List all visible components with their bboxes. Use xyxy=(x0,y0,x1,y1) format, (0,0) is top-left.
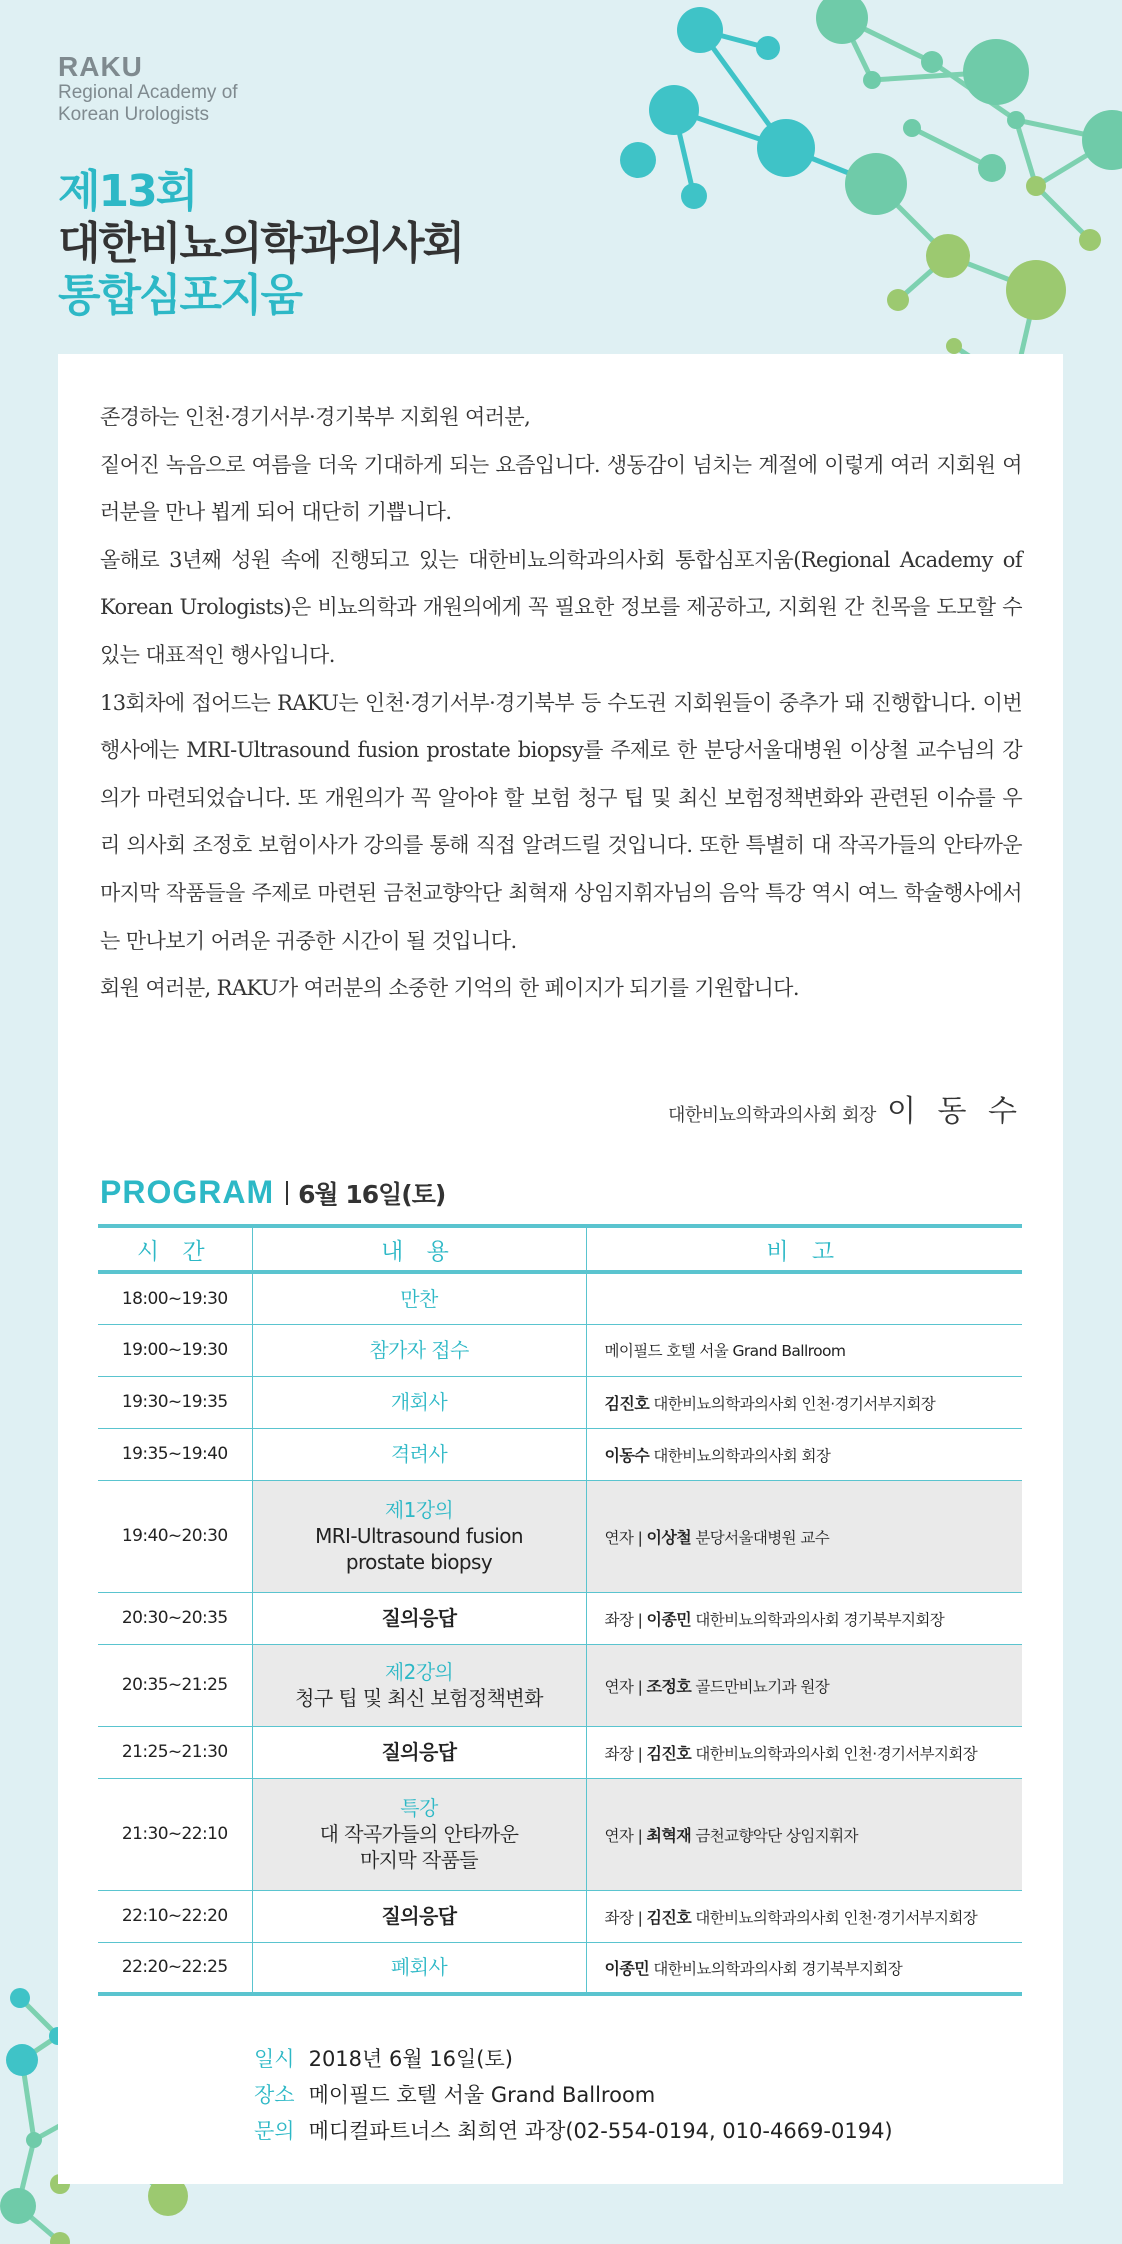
row-content-detail: 질의응답 xyxy=(381,1904,457,1928)
program-date: 6월 16일(토) xyxy=(298,1180,446,1209)
note-detail: 메이필드 호텔 서울 Grand Ballroom xyxy=(604,1342,846,1360)
table-row xyxy=(98,1942,1022,1994)
signature-organization: 대한비뇨의학과의사회 회장 xyxy=(668,1105,876,1126)
row-note xyxy=(586,1428,1022,1480)
table-row xyxy=(98,1480,1022,1592)
row-time: 19:40~20:30 xyxy=(98,1480,252,1592)
row-content xyxy=(252,1726,586,1778)
header-time: 시 간 xyxy=(98,1226,252,1272)
info-contact-label: 문의 xyxy=(254,2119,295,2143)
note-detail: 대한비뇨의학과의사회 인천·경기서부지회장 xyxy=(649,1394,936,1413)
letter-signature xyxy=(668,1086,1023,1130)
brand-full-name-line1: Regional Academy of xyxy=(58,82,238,103)
page-title xyxy=(58,166,463,322)
note-detail: 대한비뇨의학과의사회 인천·경기서부지회장 xyxy=(691,1908,978,1927)
info-place-value: 메이필드 호텔 서울 Grand Ballroom xyxy=(308,2083,656,2107)
note-role: 좌장 | xyxy=(604,1908,647,1927)
table-row xyxy=(98,1778,1022,1890)
row-time: 22:10~22:20 xyxy=(98,1890,252,1942)
program-label: PROGRAM xyxy=(100,1174,275,1210)
note-person: 이종민 xyxy=(646,1609,692,1629)
row-note xyxy=(586,1890,1022,1942)
table-row xyxy=(98,1726,1022,1778)
row-note xyxy=(586,1726,1022,1778)
note-detail: 대한비뇨의학과의사회 회장 xyxy=(649,1446,831,1465)
note-detail: 대한비뇨의학과의사회 인천·경기서부지회장 xyxy=(691,1744,978,1763)
row-note xyxy=(586,1324,1022,1376)
greeting-letter xyxy=(100,394,1022,1013)
molecule-decoration-top xyxy=(590,0,1122,390)
note-person: 김진호 xyxy=(604,1393,650,1413)
letter-paragraph: 존경하는 인천·경기서부·경기북부 지회원 여러분, xyxy=(100,405,531,429)
table-header-row xyxy=(98,1226,1022,1272)
letter-paragraph: 짙어진 녹음으로 여름을 더욱 기대하게 되는 요즘입니다. 생동감이 넘치는 계절에 이렇게 여러 지회원 여러분을 만나 뵙게 되어 대단히 기쁩니다. xyxy=(100,452,1022,525)
table-row xyxy=(98,1644,1022,1726)
row-note xyxy=(586,1644,1022,1726)
table-row xyxy=(98,1592,1022,1644)
info-date-label: 일시 xyxy=(254,2047,295,2071)
row-note xyxy=(586,1592,1022,1644)
note-role: 좌장 | xyxy=(604,1610,647,1629)
row-time: 20:30~20:35 xyxy=(98,1592,252,1644)
row-note xyxy=(586,1376,1022,1428)
brand-logo xyxy=(58,52,238,126)
row-content xyxy=(252,1480,586,1592)
row-content-title: 참가자 접수 xyxy=(369,1338,469,1362)
row-time: 19:30~19:35 xyxy=(98,1376,252,1428)
note-detail: 분당서울대병원 교수 xyxy=(691,1528,830,1547)
info-place-label: 장소 xyxy=(254,2083,295,2107)
program-schedule-table xyxy=(98,1224,1022,1996)
brand-full-name-line2: Korean Urologists xyxy=(58,104,210,125)
note-person: 이종민 xyxy=(604,1958,650,1978)
row-time: 21:30~22:10 xyxy=(98,1778,252,1890)
info-contact-value: 메디컬파트너스 최희연 과장(02-554-0194, 010-4669-0194) xyxy=(308,2119,893,2143)
row-note xyxy=(586,1942,1022,1994)
row-time: 19:00~19:30 xyxy=(98,1324,252,1376)
brand-name: RAKU xyxy=(58,51,143,82)
note-detail: 대한비뇨의학과의사회 경기북부지회장 xyxy=(691,1610,945,1629)
row-time: 21:25~21:30 xyxy=(98,1726,252,1778)
header-content: 내 용 xyxy=(252,1226,586,1272)
row-content xyxy=(252,1428,586,1480)
table-row xyxy=(98,1324,1022,1376)
note-role: 연자 | xyxy=(604,1677,647,1696)
note-role: 좌장 | xyxy=(604,1744,647,1763)
program-heading xyxy=(100,1174,445,1211)
row-content xyxy=(252,1592,586,1644)
note-detail: 골드만비뇨기과 원장 xyxy=(691,1677,830,1696)
table-row xyxy=(98,1428,1022,1480)
row-content-detail: MRI-Ultrasound fusion prostate biopsy xyxy=(315,1524,523,1574)
row-content-title: 제1강의 xyxy=(384,1498,454,1522)
schedule-body xyxy=(98,1272,1022,1994)
row-time: 19:35~19:40 xyxy=(98,1428,252,1480)
note-detail: 금천교향악단 상임지휘자 xyxy=(691,1826,858,1845)
note-person: 이상철 xyxy=(646,1527,692,1547)
row-content xyxy=(252,1778,586,1890)
note-role: 연자 | xyxy=(604,1528,647,1547)
note-person: 김진호 xyxy=(646,1743,692,1763)
info-date-value: 2018년 6월 16일(토) xyxy=(308,2047,513,2071)
row-content xyxy=(252,1890,586,1942)
table-row xyxy=(98,1890,1022,1942)
row-content-title: 격려사 xyxy=(390,1442,448,1466)
row-content xyxy=(252,1942,586,1994)
row-content-title: 개회사 xyxy=(390,1390,448,1414)
note-role: 연자 | xyxy=(604,1826,647,1845)
row-content xyxy=(252,1272,586,1324)
note-person: 이동수 xyxy=(604,1445,650,1465)
row-content-detail: 대 작곡가들의 안타까운 마지막 작품들 xyxy=(319,1822,519,1872)
row-note xyxy=(586,1778,1022,1890)
row-content-detail: 질의응답 xyxy=(381,1606,457,1630)
row-content-title: 특강 xyxy=(400,1796,438,1820)
event-info xyxy=(254,2041,893,2149)
table-row xyxy=(98,1272,1022,1324)
title-organization: 대한비뇨의학과의사회 xyxy=(58,218,464,269)
note-person: 김진호 xyxy=(646,1907,692,1927)
letter-paragraph: 회원 여러분, RAKU가 여러분의 소중한 기억의 한 페이지가 되기를 기원합니다. xyxy=(100,976,799,1001)
row-content xyxy=(252,1324,586,1376)
info-place-row xyxy=(254,2077,893,2113)
letter-paragraph: 13회차에 접어드는 RAKU는 인천·경기서부·경기북부 등 수도권 지회원들이 중추가 돼 진행합니다. 이번 행사에는 MRI-Ultrasound fusion prostate biopsy를 주제로 한 분당서울대병원 이상철 교수님의 강의가 마련되었습니다. 또 개원의가 꼭 알아야 할 보험 청구 팁 및 최신 보험정책변화와 관련된 이슈를 우리 의사회 조정호 보험이사가 강의를 통해 직접 알려드릴 것입니다. 또한 특별히 대 작곡가들의 안타까운 마지막 작품들을 주제로 마련된 금천교향악단 최혁재 상임지휘자님의 음악 특강 역시 여느 학술행사에서는 만나보기 어려운 귀중한 시간이 될 것입니다. xyxy=(100,690,1022,953)
row-note xyxy=(586,1272,1022,1324)
program-divider xyxy=(286,1181,288,1205)
content-panel xyxy=(58,354,1063,2184)
note-person: 최혁재 xyxy=(646,1825,692,1845)
row-content xyxy=(252,1376,586,1428)
note-person: 조정호 xyxy=(646,1676,692,1696)
note-detail: 대한비뇨의학과의사회 경기북부지회장 xyxy=(649,1959,903,1978)
header-note: 비 고 xyxy=(586,1226,1022,1272)
title-edition: 제13회 xyxy=(58,166,197,217)
row-content-title: 만찬 xyxy=(400,1286,438,1311)
row-content-title: 제2강의 xyxy=(384,1660,454,1684)
row-time: 20:35~21:25 xyxy=(98,1644,252,1726)
row-note xyxy=(586,1480,1022,1592)
info-date-row xyxy=(254,2041,893,2077)
row-content-title: 폐회사 xyxy=(390,1955,448,1980)
row-time: 18:00~19:30 xyxy=(98,1272,252,1324)
row-time: 22:20~22:25 xyxy=(98,1942,252,1994)
table-row xyxy=(98,1376,1022,1428)
title-event: 통합심포지움 xyxy=(58,270,302,321)
letter-paragraph: 올해로 3년째 성원 속에 진행되고 있는 대한비뇨의학과의사회 통합심포지움(Regional Academy of Korean Urologists)은 비뇨의학과 개원의에게 꼭 필요한 정보를 제공하고, 지회원 간 친목을 도모할 수 있는 대표적인 행사입니다. xyxy=(100,547,1022,667)
info-contact-row xyxy=(254,2113,893,2149)
row-content-detail: 청구 팁 및 최신 보험정책변화 xyxy=(295,1686,543,1710)
row-content-detail: 질의응답 xyxy=(381,1740,457,1764)
row-content xyxy=(252,1644,586,1726)
signature-name: 이 동 수 xyxy=(886,1094,1023,1129)
